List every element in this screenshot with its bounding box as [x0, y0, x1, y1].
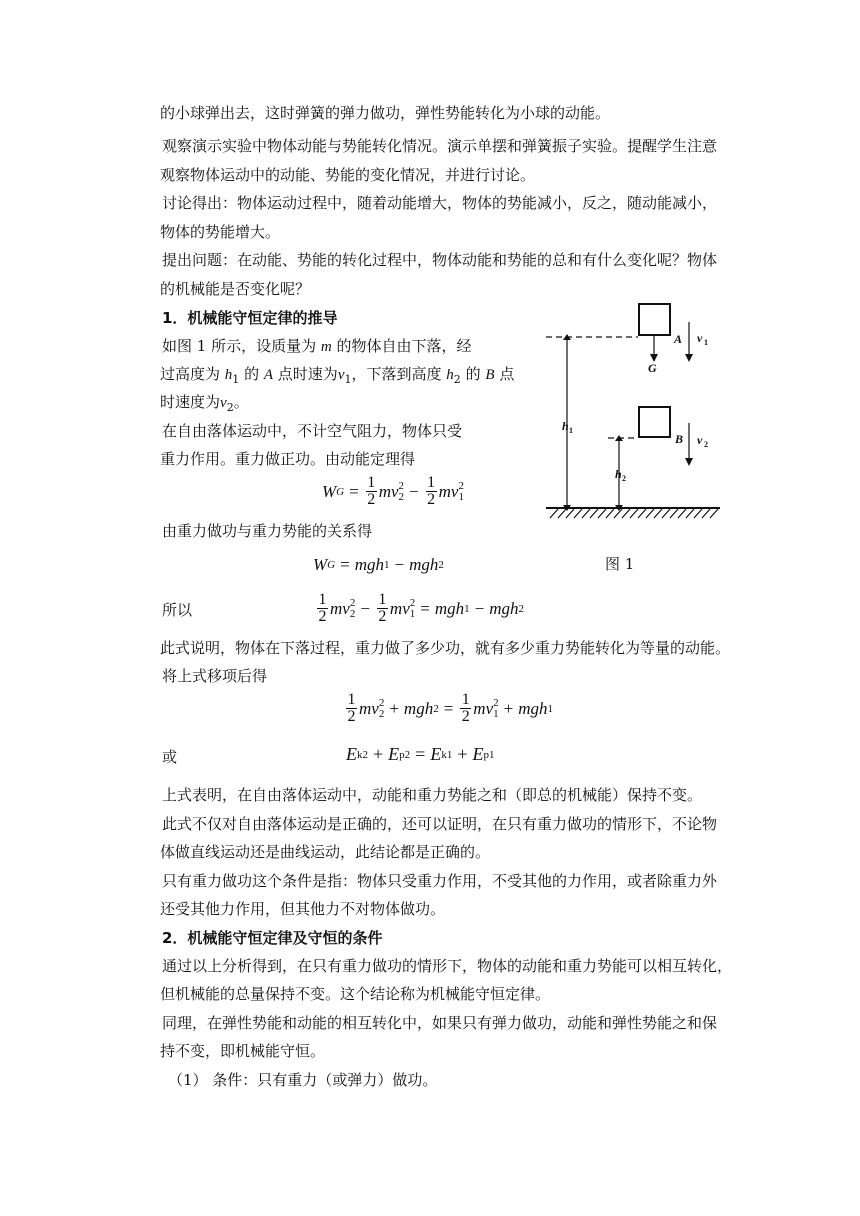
equation-work-energy: W G = $\frac{1}{2}$ mv 2 2 − $\frac{1}{2}$ mv 2 1 [322, 474, 464, 508]
ground-hatching [550, 509, 718, 518]
block-a [639, 304, 670, 335]
text-line: 的小球弹出去，这时弹簧的弹力做功，弹性势能转化为小球的动能。 [160, 104, 611, 122]
text-line: 物体的势能增大。 [160, 223, 281, 241]
text-line: 上式表明，在自由落体运动中，动能和重力势能之和（即总的机械能）保持不变。 [162, 786, 703, 804]
text-line: 同理，在弹性势能和动能的相互转化中，如果只有弹力做功，动能和弹性势能之和保 [162, 1014, 718, 1032]
text-line: 还受其他力作用，但其他力不对物体做功。 [160, 900, 446, 918]
text-line: 此式说明，物体在下落过程，重力做了多少功，就有多少重力势能转化为等量的动能。 [160, 639, 731, 657]
text-line: 将上式移项后得 [162, 667, 268, 685]
equation-combined: $\frac{1}{2}$ mv 2 2 − $\frac{1}{2}$ mv 2 1 = mgh 1 − mgh 2 [318, 591, 524, 625]
text-line: 过高度为 $h_1$ 的 A 点时速为$v_1$，下落到高度 $h_2$ 的 B 点 [160, 365, 515, 386]
block-b [639, 407, 670, 437]
svg-text:2: 2 [704, 440, 708, 449]
text-line: 重力作用。重力做正功。由动能定理得 [160, 450, 416, 468]
svg-text:2: 2 [622, 474, 626, 483]
label-b: B [675, 432, 684, 446]
text-line: 时速度为$v_2$。 [160, 393, 249, 414]
label-h1: h [562, 419, 569, 433]
section-heading: 2．机械能守恒定律及守恒的条件 [162, 929, 383, 947]
label-g: G [648, 361, 657, 375]
equation-energy-sum: E k2 + E p2 = E k1 + E p1 [346, 744, 495, 764]
text-line: 但机械能的总量保持不变。这个结论称为机械能守恒定律。 [160, 985, 551, 1003]
label-v1: v [697, 331, 703, 345]
section-heading: 1．机械能守恒定律的推导 [162, 309, 338, 327]
text-line: 观察演示实验中物体动能与势能转化情况。演示单摆和弹簧振子实验。提醒学生注意 [162, 137, 718, 155]
text-line: 由重力做功与重力势能的关系得 [162, 522, 373, 540]
text-line: 此式不仅对自由落体运动是正确的，还可以证明，在只有重力做功的情形下，不论物 [162, 815, 718, 833]
text-line: 或 [162, 748, 178, 766]
free-fall-diagram [540, 298, 725, 528]
label-v2: v [697, 433, 703, 447]
text-line: 体做直线运动还是曲线运动，此结论都是正确的。 [160, 843, 491, 861]
text-line: 讨论得出：物体运动过程中，随着动能增大，物体的势能减小，反之，随动能减小， [162, 194, 718, 212]
text-line: 如图 1 所示，设质量为 m 的物体自由下落，经 [162, 337, 472, 355]
text-line: 在自由落体运动中，不计空气阻力，物体只受 [162, 422, 463, 440]
text-line: 提出问题：在动能、势能的转化过程中，物体动能和势能的总和有什么变化呢？物体 [162, 251, 718, 269]
label-a: A [674, 332, 683, 346]
text-line: 通过以上分析得到，在只有重力做功的情形下，物体的动能和重力势能可以相互转化， [162, 957, 733, 975]
text-line: 只有重力做功这个条件是指：物体只受重力作用，不受其他的力作用，或者除重力外 [162, 872, 718, 890]
text-line: （1） 条件：只有重力（或弹力）做功。 [168, 1071, 438, 1089]
label-h2: h [615, 467, 622, 481]
svg-text:1: 1 [569, 426, 573, 435]
text-line: 观察物体运动中的动能、势能的变化情况，并进行讨论。 [160, 166, 536, 184]
text-line: 持不变，即机械能守恒。 [160, 1042, 326, 1060]
equation-gravity-work: W G = mgh 1 − mgh 2 [313, 555, 444, 574]
svg-text:1: 1 [704, 338, 708, 347]
text-line: 所以 [162, 601, 193, 619]
equation-conservation: $\frac{1}{2}$ mv 2 2 + mgh 2 = $\frac{1}{2}$ mv 2 1 + mgh 1 [347, 691, 553, 725]
text-line: 的机械能是否变化呢？ [160, 280, 311, 298]
figure-caption: 图 1 [605, 555, 635, 573]
